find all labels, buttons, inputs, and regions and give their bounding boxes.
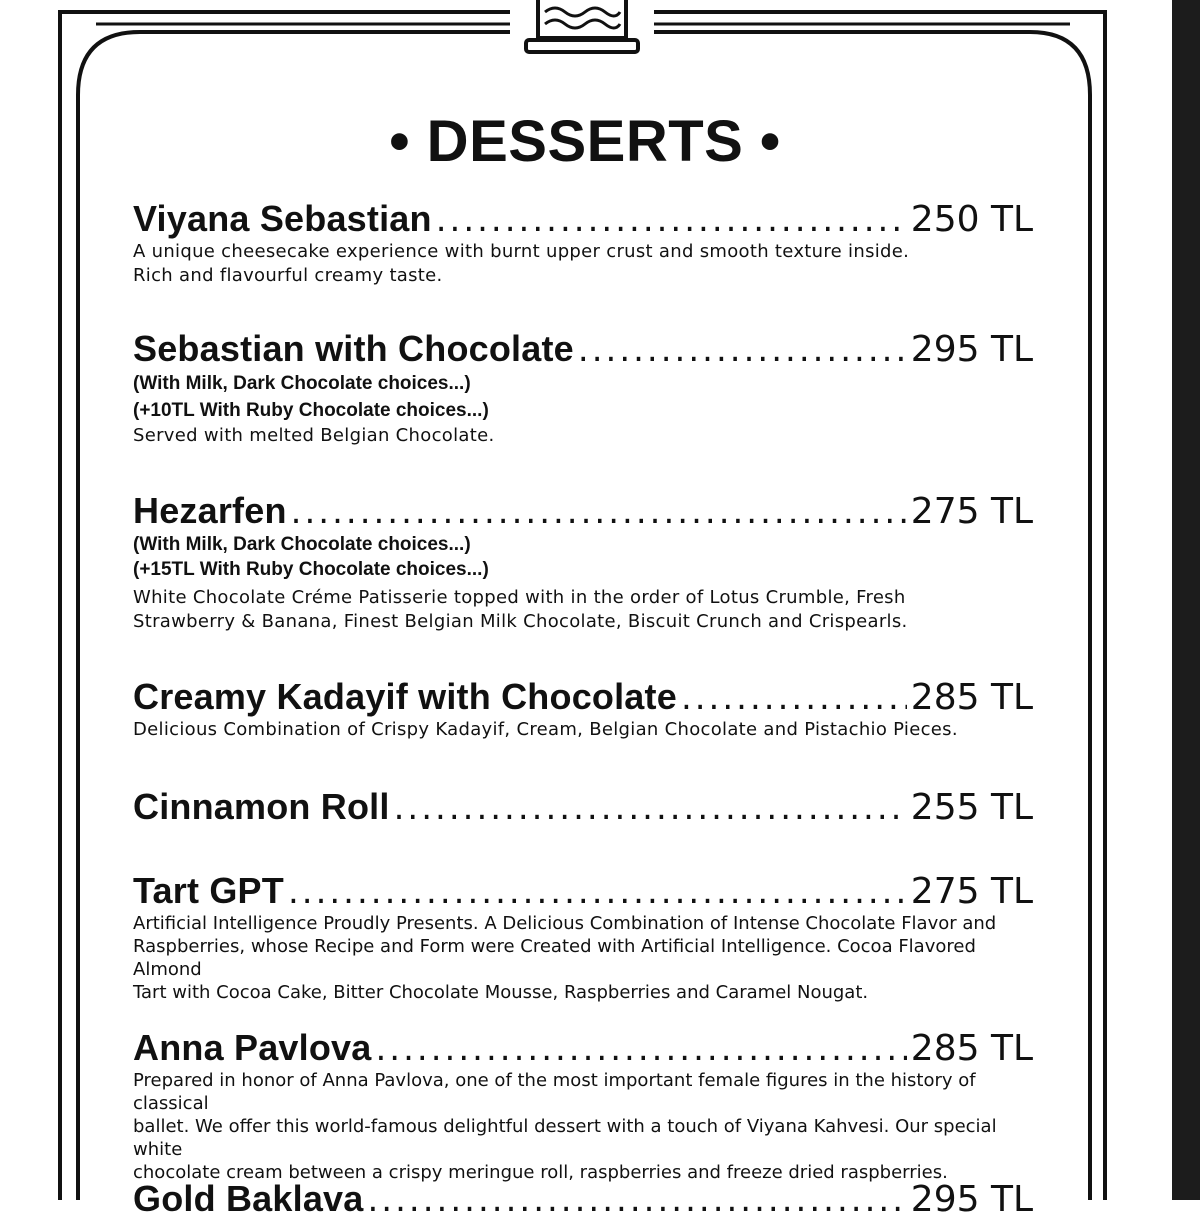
item-price: 275 TL xyxy=(910,871,1033,912)
item-option: (With Milk, Dark Chocolate choices...) xyxy=(133,373,471,394)
item-description: White Chocolate Créme Patisserie topped with in the order of Lotus Crumble, Fresh xyxy=(133,587,906,608)
item-name: Anna Pavlova xyxy=(133,1027,372,1068)
item-description: Prepared in honor of Anna Pavlova, one of the most important female figures in the history of classical xyxy=(133,1070,976,1114)
item-option: (+15TL With Ruby Chocolate choices...) xyxy=(133,559,489,580)
leader-dots xyxy=(436,200,907,240)
menu-item xyxy=(133,490,1033,634)
menu-item xyxy=(133,786,1033,828)
item-name: Cinnamon Roll xyxy=(133,786,390,827)
menu-item xyxy=(133,676,1033,742)
menu-item xyxy=(133,1027,1033,1184)
item-price: 275 TL xyxy=(910,491,1033,532)
leader-dots xyxy=(288,872,907,912)
item-name: Gold Baklava xyxy=(133,1178,364,1219)
item-description: Served with melted Belgian Chocolate. xyxy=(133,425,495,446)
item-name: Tart GPT xyxy=(133,870,284,911)
item-price: 285 TL xyxy=(910,677,1033,718)
item-name: Hezarfen xyxy=(133,490,287,531)
item-description: Raspberries, whose Recipe and Form were Created with Artificial Intelligence. Cocoa Flavored Almond xyxy=(133,936,976,980)
item-description: Tart with Cocoa Cake, Bitter Chocolate Mousse, Raspberries and Caramel Nougat. xyxy=(133,982,869,1003)
leader-dots xyxy=(368,1180,907,1220)
menu-item xyxy=(133,328,1033,448)
item-price: 295 TL xyxy=(910,329,1033,370)
item-description: A unique cheesecake experience with burnt upper crust and smooth texture inside. xyxy=(133,241,910,262)
item-description: Delicious Combination of Crispy Kadayif, Cream, Belgian Chocolate and Pistachio Pieces. xyxy=(133,719,958,740)
item-option: (With Milk, Dark Chocolate choices...) xyxy=(133,534,471,555)
cake-icon xyxy=(526,0,638,52)
item-option: (+10TL With Ruby Chocolate choices...) xyxy=(133,400,489,421)
leader-dots xyxy=(681,678,907,718)
item-price: 295 TL xyxy=(910,1179,1033,1220)
item-name: Viyana Sebastian xyxy=(133,198,432,239)
menu-item xyxy=(133,1178,1033,1220)
page-edge xyxy=(1172,0,1200,1200)
item-description: ballet. We offer this world-famous delightful dessert with a touch of Viyana Kahvesi. Our special white xyxy=(133,1116,997,1160)
item-name: Sebastian with Chocolate xyxy=(133,328,574,369)
leader-dots xyxy=(291,492,907,532)
item-description: chocolate cream between a crispy meringue roll, raspberries and freeze dried raspberries. xyxy=(133,1162,948,1183)
leader-dots xyxy=(376,1029,907,1069)
leader-dots xyxy=(578,330,907,370)
item-price: 255 TL xyxy=(910,787,1033,828)
item-description: Rich and flavourful creamy taste. xyxy=(133,265,443,286)
item-description: Strawberry & Banana, Finest Belgian Milk Chocolate, Biscuit Crunch and Crispearls. xyxy=(133,611,908,632)
item-description: Artificial Intelligence Proudly Presents. A Delicious Combination of Intense Chocolate Flavor and xyxy=(133,913,997,934)
item-price: 285 TL xyxy=(910,1028,1033,1069)
menu-item xyxy=(133,870,1033,1004)
menu-title: • DESSERTS • xyxy=(389,109,781,174)
item-price: 250 TL xyxy=(910,199,1033,240)
menu-item xyxy=(133,198,1033,288)
item-name: Creamy Kadayif with Chocolate xyxy=(133,676,677,717)
leader-dots xyxy=(394,788,907,828)
